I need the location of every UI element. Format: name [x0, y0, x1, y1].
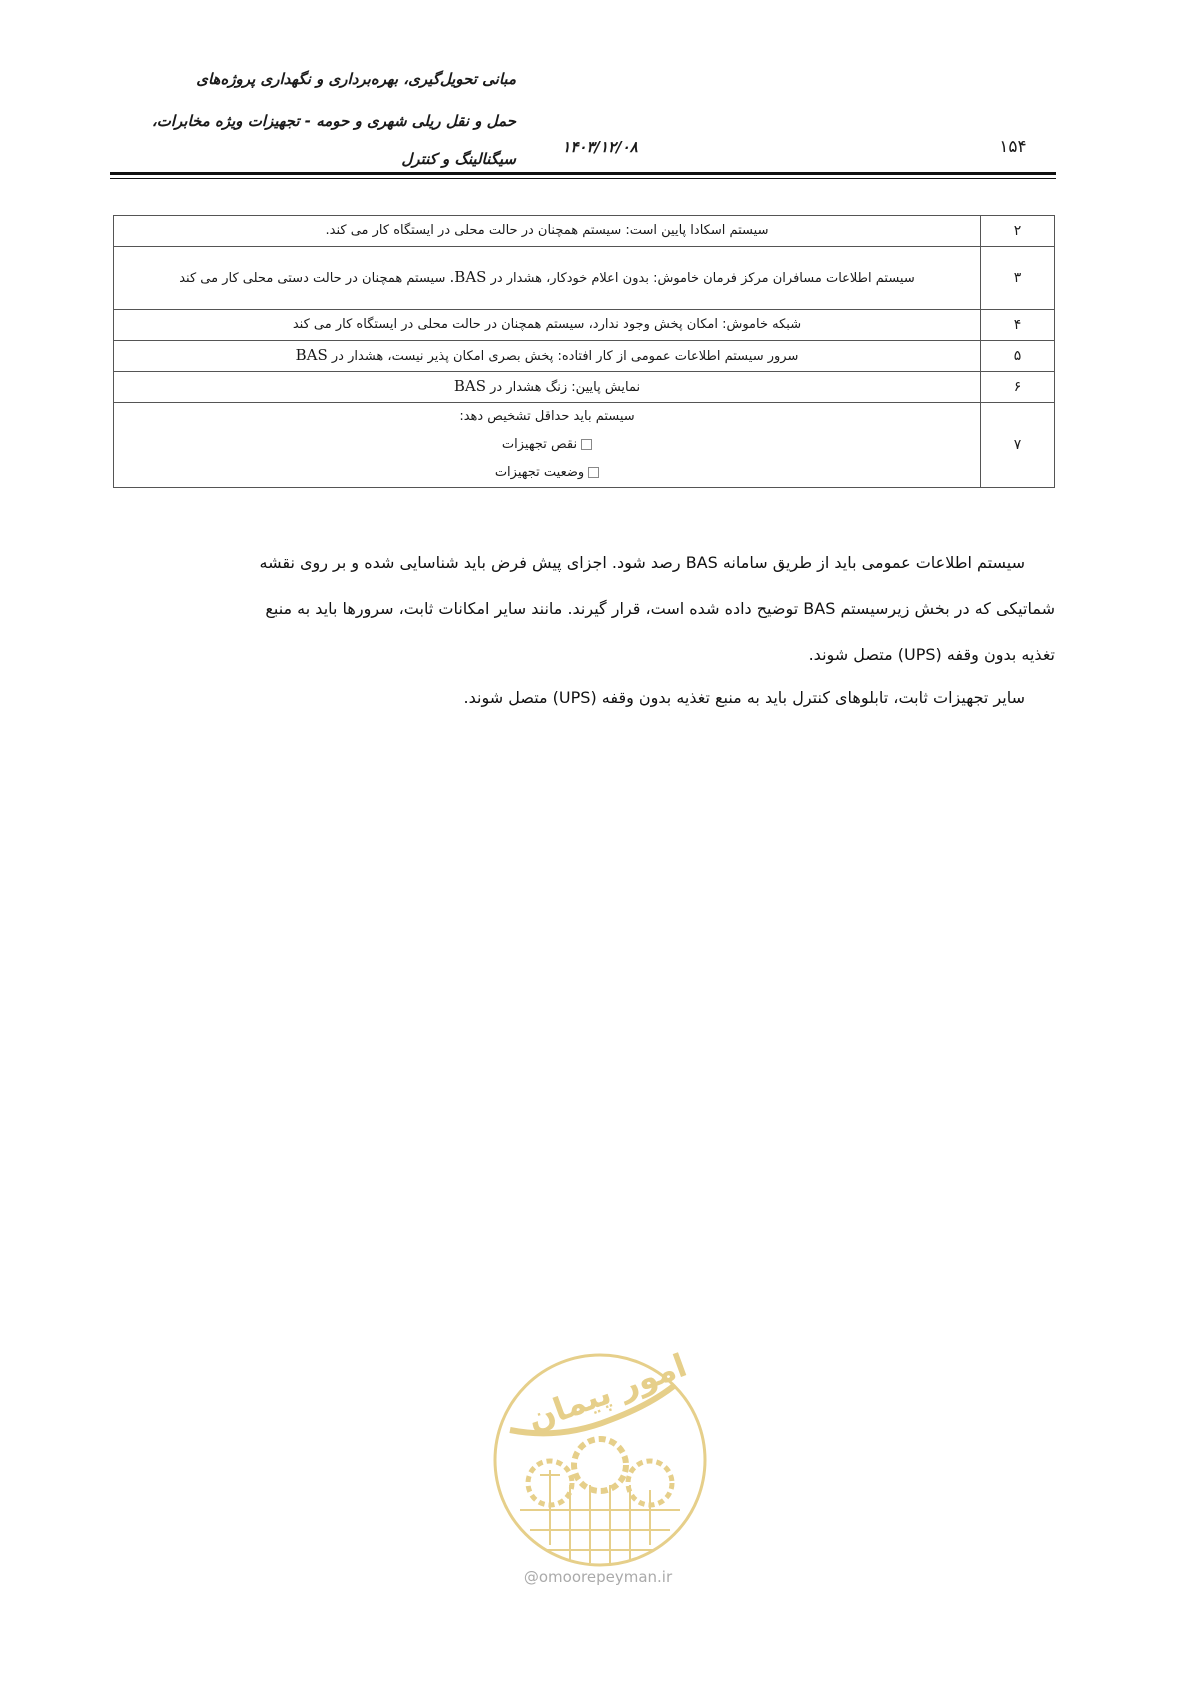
row-number: ۶	[981, 372, 1055, 403]
paragraph-line: تغذیه بدون وقفه (UPS) متصل شوند.	[808, 645, 1055, 664]
header-title-line-1: مبانی تحویل‌گیری، بهره‌برداری و نگهداری پروژه‌های	[196, 70, 516, 88]
row-description: شبکه خاموش: امکان پخش وجود ندارد، سیستم همچنان در حالت محلی در ایستگاه کار می کند	[114, 310, 981, 341]
table-row	[114, 247, 1055, 310]
row-description	[114, 341, 981, 372]
table-row	[114, 310, 1055, 341]
failure-modes-table	[113, 215, 1055, 488]
row-text-part-b: سیستم همچنان در حالت دستی محلی کار می کند	[179, 271, 446, 286]
bas-label: BAS	[453, 377, 486, 395]
checkbox-icon	[581, 439, 592, 450]
row-number: ۲	[981, 216, 1055, 247]
paragraph-line: شماتیکی که در بخش زیرسیستم BAS توضیح داده شده است، قرار گیرند. مانند سایر امکانات ثابت، سرورها باید به منبع	[265, 599, 1055, 618]
row-text: نمایش پایین: زنگ هشدار در	[490, 380, 641, 395]
header-title-line-3: سیگنالینگ و کنترل	[401, 150, 516, 168]
row-number: ۳	[981, 247, 1055, 310]
paragraph-line: سیستم اطلاعات عمومی باید از طریق سامانه BAS رصد شود. اجزای پیش فرض باید شناسایی شده و بر روی نقشه	[259, 553, 1025, 572]
bas-label: BAS.	[449, 268, 487, 286]
table-row	[114, 372, 1055, 403]
body-paragraph-1	[113, 540, 1055, 678]
table-row	[114, 403, 1055, 488]
page-number: ۱۵۴	[999, 137, 1027, 157]
header-rule-thick	[110, 172, 1056, 175]
list-heading: سیستم باید حداقل تشخیص دهد:	[459, 409, 635, 424]
list-item-label: نقص تجهیزات	[501, 437, 578, 452]
table-row	[114, 341, 1055, 372]
list-item	[124, 459, 970, 487]
row-description	[114, 247, 981, 310]
header-rule-thin	[110, 178, 1056, 179]
watermark-url: @omoorepeyman.ir	[523, 1568, 673, 1586]
header-title-line-2: حمل و نقل ریلی شهری و حومه - تجهیزات ویژه مخابرات،	[151, 112, 516, 130]
row-number: ۵	[981, 341, 1055, 372]
table-row	[114, 216, 1055, 247]
row-description	[114, 372, 981, 403]
list-item	[124, 431, 970, 459]
row-number: ۷	[981, 403, 1055, 488]
list-item-label: وضعیت تجهیزات	[494, 465, 585, 480]
bas-label: BAS	[295, 346, 328, 364]
checkbox-icon	[588, 467, 599, 478]
header-date: ۱۴۰۳/۱۲/۰۸	[562, 138, 638, 156]
body-paragraph-2: سایر تجهیزات ثابت، تابلوهای کنترل باید به منبع تغذیه بدون وقفه (UPS) متصل شوند.	[463, 688, 1025, 707]
watermark-logo	[490, 1325, 710, 1595]
row-number: ۴	[981, 310, 1055, 341]
watermark-logo-text: امور پیمان	[522, 1345, 692, 1439]
row-text: سرور سیستم اطلاعات عمومی از کار افتاده: پخش بصری امکان پذیر نیست، هشدار در	[331, 349, 799, 364]
row-description	[114, 403, 981, 488]
row-description: سیستم اسکادا پایین است: سیستم همچنان در حالت محلی در ایستگاه کار می کند.	[114, 216, 981, 247]
row-text-part-a: سیستم اطلاعات مسافران مرکز فرمان خاموش: بدون اعلام خودکار، هشدار در	[490, 271, 915, 286]
watermark-seal-icon	[490, 1325, 710, 1595]
